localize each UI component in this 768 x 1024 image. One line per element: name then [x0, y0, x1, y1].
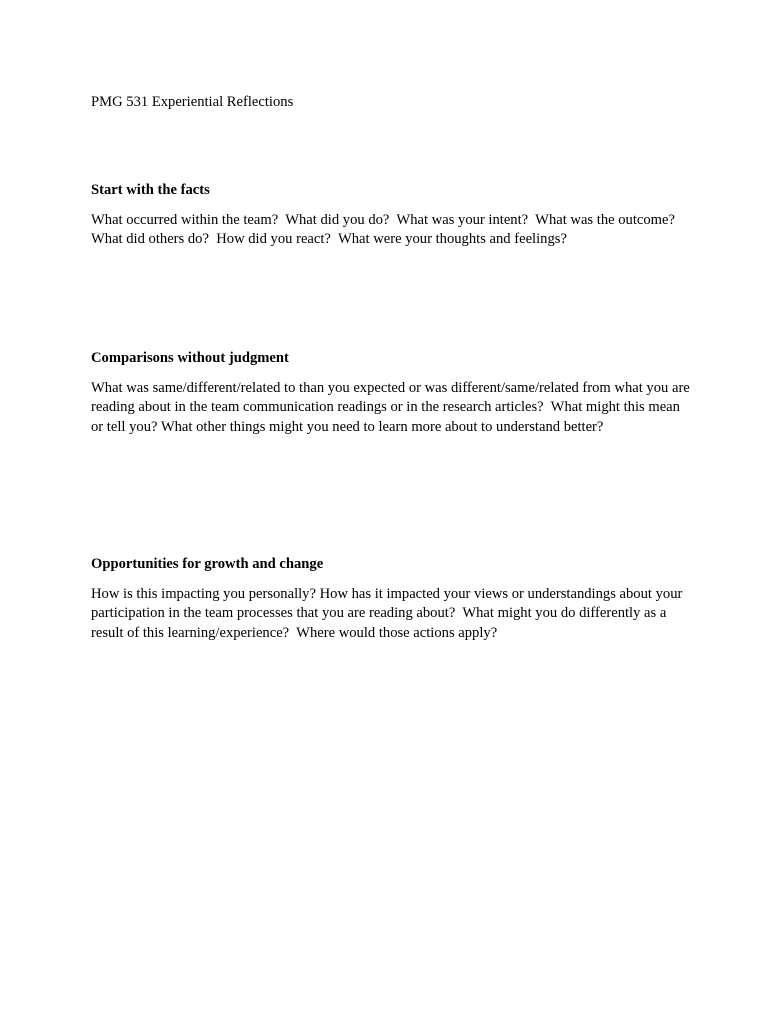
- section-body: What occurred within the team? What did you do? What was your intent? What was the outcome? What did others do? How did you react? What were your thoughts and feelings?: [91, 212, 683, 248]
- document-title: PMG 531 Experiential Reflections: [91, 94, 294, 110]
- section-start-with-facts: [91, 181, 691, 250]
- section-heading: Comparisons without judgment: [91, 350, 289, 366]
- section-body: What was same/different/related to than you expected or was different/same/related from what you are reading about in the team communication readings or in the research articles? What might this mean or tell you? What other things might you need to learn more about to understand better?: [91, 380, 694, 435]
- section-opportunities: [91, 555, 691, 643]
- section-heading: Start with the facts: [91, 182, 210, 198]
- section-comparisons: [91, 349, 694, 437]
- section-heading: Opportunities for growth and change: [91, 556, 324, 572]
- section-body: How is this impacting you personally? How has it impacted your views or understandings about your participation in the team processes that you are reading about? What might you do differently as a result of this learning/experience? Where would those actions apply?: [91, 586, 687, 641]
